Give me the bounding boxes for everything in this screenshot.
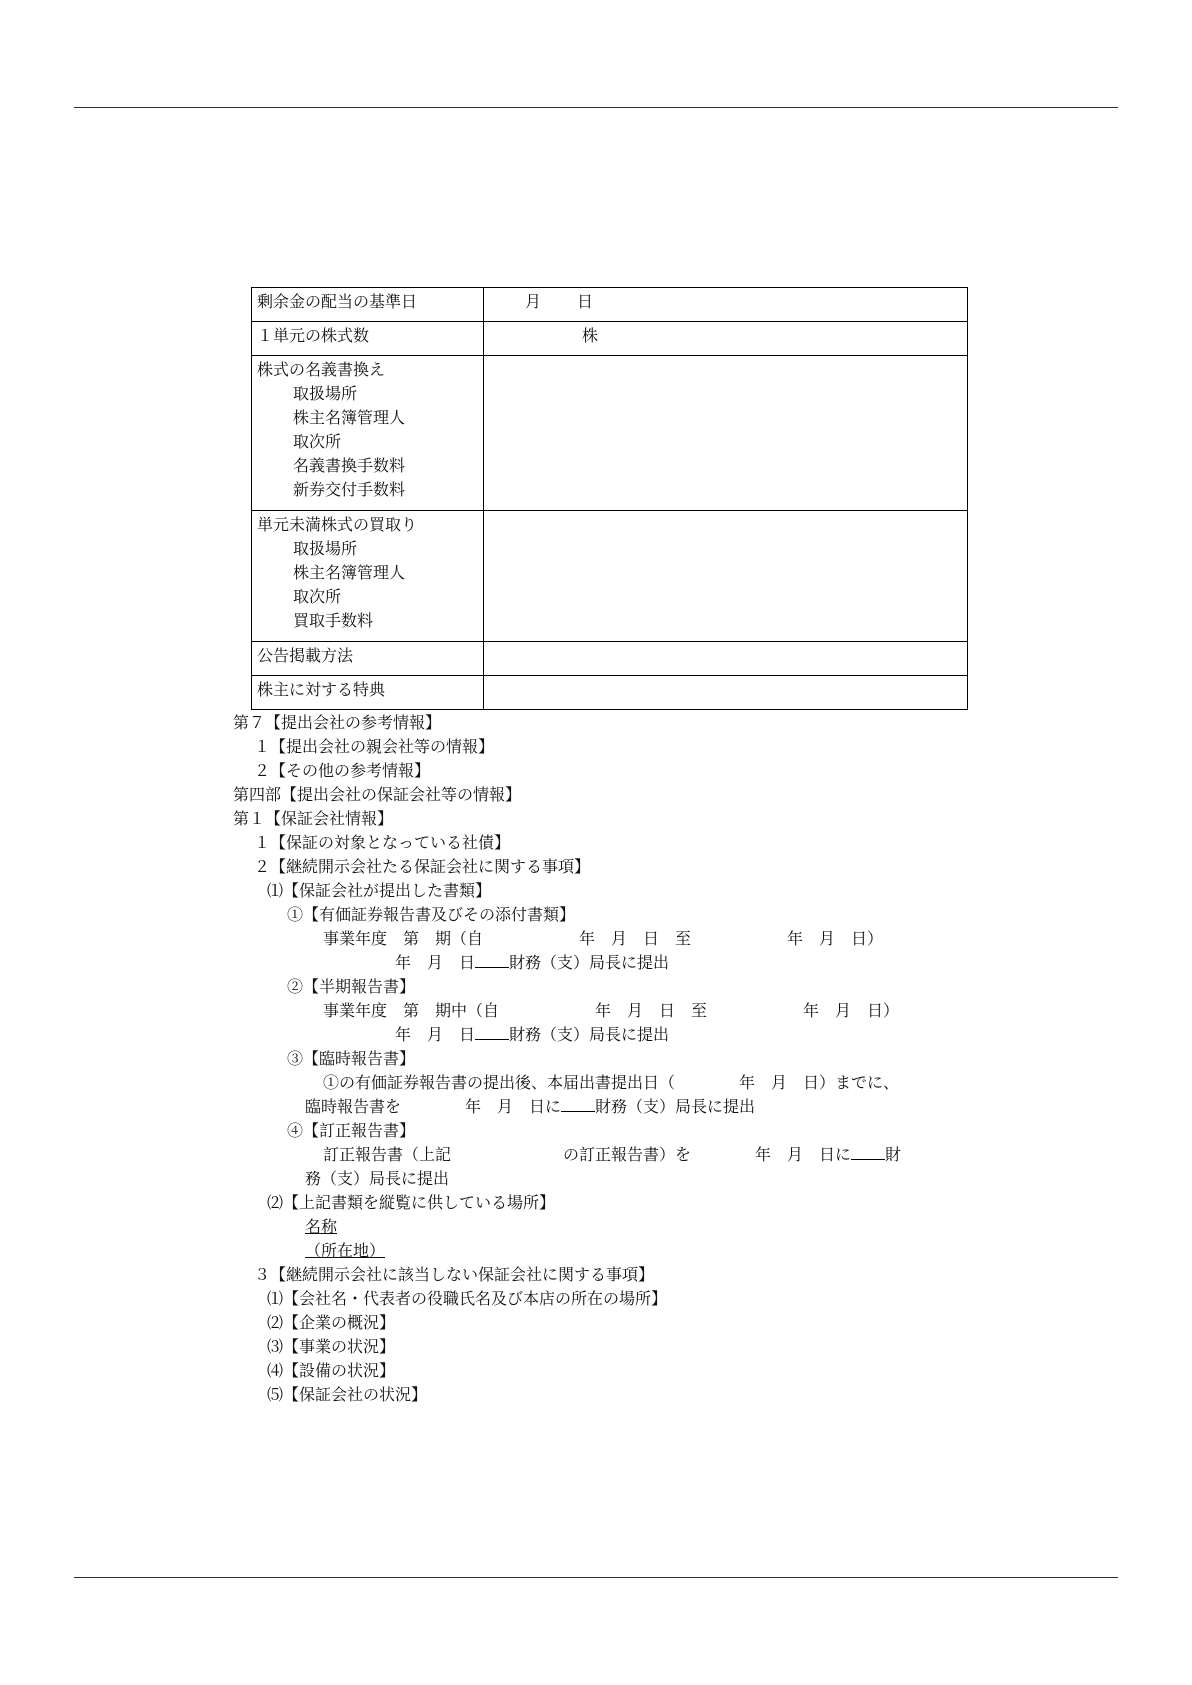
row-sub-item: 取次所 [293, 587, 342, 606]
fiscal-period-line: 事業年度 第 期（自 年 月 日 至 年 月 日） [323, 929, 884, 948]
blank-field [475, 1025, 509, 1040]
blank-field [561, 1097, 595, 1112]
blank-field [475, 953, 509, 968]
section-heading: 第１【保証会社情報】 [233, 809, 394, 828]
submission-line [323, 1145, 901, 1165]
row-label: 公告掲載方法 [252, 642, 484, 676]
bureau-text: 財務（支）局長に提出 [509, 953, 670, 972]
section-item: １【保証の対象となっている社債】 [254, 833, 511, 852]
document-item: ③【臨時報告書】 [287, 1049, 416, 1068]
submission-line [395, 1025, 669, 1045]
date-text: 年 月 日 [395, 953, 476, 972]
bureau-text: 財務（支）局長に提出 [509, 1025, 670, 1044]
table-row [252, 356, 968, 511]
document-item: ②【半期報告書】 [287, 977, 416, 996]
subsection-item: ⑸【保証会社の状況】 [267, 1385, 428, 1404]
row-sub-item: 名義書換手数料 [293, 456, 406, 475]
row-value [484, 288, 968, 322]
row-label: １単元の株式数 [252, 322, 484, 356]
row-heading: 単元未満株式の買取り [257, 515, 418, 534]
month-label: 月 [525, 292, 542, 311]
subsection-item: ⑵【企業の概況】 [267, 1313, 396, 1332]
name-label: 名称 [305, 1217, 338, 1236]
section-item: ３【継続開示会社に該当しない保証会社に関する事項】 [254, 1265, 655, 1284]
submission-line [395, 953, 669, 973]
body-text: 務（支）局長に提出 [305, 1169, 450, 1188]
table-row [252, 676, 968, 710]
day-label: 日 [577, 292, 594, 311]
row-label: 株主に対する特典 [252, 676, 484, 710]
part-heading: 第四部【提出会社の保証会社等の情報】 [233, 785, 522, 804]
row-sub-item: 取扱場所 [293, 539, 358, 558]
blank-field [851, 1145, 885, 1160]
table-row [252, 511, 968, 642]
row-label [252, 356, 484, 511]
section-item: ２【継続開示会社たる保証会社に関する事項】 [254, 857, 591, 876]
date-text: 臨時報告書を 年 月 日に [305, 1097, 562, 1116]
row-value [484, 322, 968, 356]
header-rule [74, 107, 1118, 108]
fiscal-period-line: 事業年度 第 期中（自 年 月 日 至 年 月 日） [323, 1001, 900, 1020]
row-label: 剰余金の配当の基準日 [252, 288, 484, 322]
table-row [252, 642, 968, 676]
date-text: 年 月 日 [395, 1025, 476, 1044]
address-label: （所在地） [305, 1241, 386, 1260]
row-value [484, 676, 968, 710]
section-item: ２【その他の参考情報】 [254, 761, 431, 780]
bureau-text: 財 [885, 1145, 902, 1164]
submission-line [305, 1097, 755, 1117]
subsection-item: ⑵【上記書類を縦覧に供している場所】 [267, 1193, 556, 1212]
document-item: ①【有価証券報告書及びその添付書類】 [287, 905, 576, 924]
shareholder-info-table [251, 287, 968, 710]
row-value [484, 511, 968, 642]
subsection-item: ⑴【保証会社が提出した書類】 [267, 881, 492, 900]
shares-unit: 株 [582, 326, 599, 345]
document-item: ④【訂正報告書】 [287, 1121, 416, 1140]
table-row [252, 322, 968, 356]
row-sub-item: 新券交付手数料 [293, 480, 406, 499]
row-value [484, 356, 968, 511]
section-heading: 第７【提出会社の参考情報】 [233, 713, 442, 732]
footer-rule [74, 1577, 1118, 1578]
body-text: ①の有価証券報告書の提出後、本届出書提出日（ 年 月 日）までに、 [323, 1073, 900, 1092]
row-value [484, 642, 968, 676]
section-item: １【提出会社の親会社等の情報】 [254, 737, 495, 756]
row-sub-item: 取次所 [293, 432, 342, 451]
subsection-item: ⑷【設備の状況】 [267, 1361, 396, 1380]
subsection-item: ⑶【事業の状況】 [267, 1337, 396, 1356]
subsection-item: ⑴【会社名・代表者の役職氏名及び本店の所在の場所】 [267, 1289, 668, 1308]
row-heading: 株式の名義書換え [257, 360, 386, 379]
table-row [252, 288, 968, 322]
body-text: 訂正報告書（上記 の訂正報告書）を 年 月 日に [323, 1145, 852, 1164]
bureau-text: 財務（支）局長に提出 [595, 1097, 756, 1116]
row-sub-item: 買取手数料 [293, 611, 374, 630]
row-sub-item: 株主名簿管理人 [293, 408, 406, 427]
row-label [252, 511, 484, 642]
row-sub-item: 株主名簿管理人 [293, 563, 406, 582]
row-sub-item: 取扱場所 [293, 384, 358, 403]
